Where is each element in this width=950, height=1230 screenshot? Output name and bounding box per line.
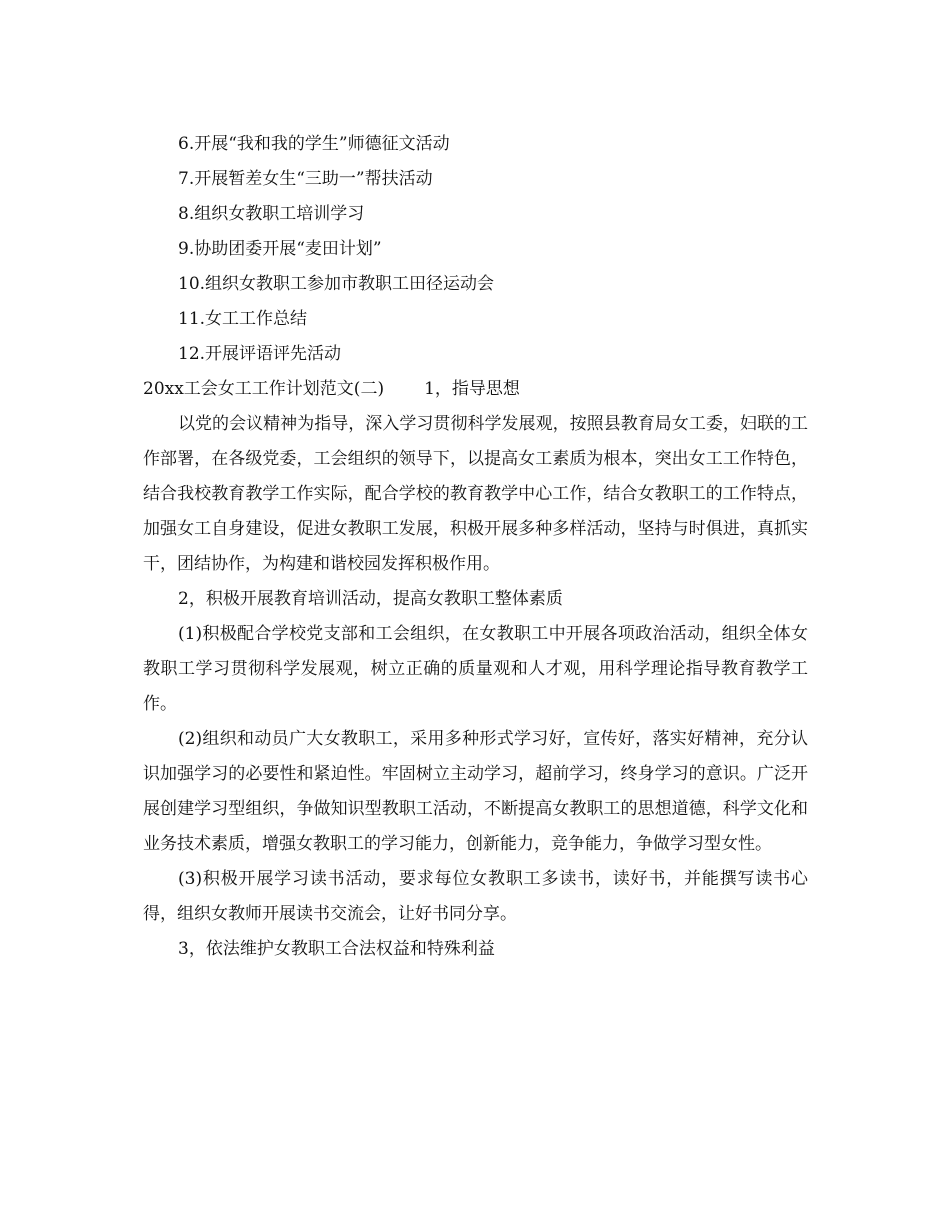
list-item: 7.开展暂差女生“三助一”帮扶活动 [178, 169, 433, 189]
paragraph-guiding-ideology: 以党的会议精神为指导，深入学习贯彻科学发展观，按照县教育局女工委，妇联的工作部署，在各级党委，工会组织的领导下，以提高女工素质为根本，突出女工工作特色，结合我校教育教学工作实际，配合学校的教育教学中心工作，结合女教职工的工作特点，加强女工自身建设，促进女教职工发展，积极开展多种多样活动，坚持与时俱进，真抓实干，团结协作，为构建和谐校园发挥积极作用。 [143, 414, 808, 574]
section-title: 20xx工会女工工作计划范文(二) [143, 379, 385, 399]
document-body [143, 127, 808, 967]
list-item: 8.组织女教职工培训学习 [178, 204, 365, 224]
list-item: 6.开展“我和我的学生”师德征文活动 [178, 134, 450, 154]
list-item: 10.组织女教职工参加市教职工田径运动会 [178, 274, 495, 294]
paragraph-item-3: (3)积极开展学习读书活动，要求每位女教职工多读书，读好书，并能撰写读书心得，组织女教师开展读书交流会，让好书同分享。 [143, 869, 808, 924]
section-subtitle: 1，指导思想 [424, 379, 520, 399]
list-item: 12.开展评语评先活动 [178, 344, 342, 364]
paragraph-section-3-heading: 3，依法维护女教职工合法权益和特殊利益 [178, 939, 495, 959]
list-item: 11.女工工作总结 [178, 309, 308, 329]
section-heading [143, 372, 808, 407]
paragraph-item-2: (2)组织和动员广大女教职工，采用多种形式学习好，宣传好，落实好精神，充分认识加强学习的必要性和紧迫性。牢固树立主动学习，超前学习，终身学习的意识。广泛开展创建学习型组织，争做知识型教职工活动，不断提高女教职工的思想道德，科学文化和业务技术素质，增强女教职工的学习能力，创新能力，竞争能力，争做学习型女性。 [143, 729, 808, 854]
paragraph-section-2-heading: 2，积极开展教育培训活动，提高女教职工整体素质 [178, 589, 563, 609]
list-item: 9.协助团委开展“麦田计划” [178, 239, 382, 259]
paragraph-item-1: (1)积极配合学校党支部和工会组织，在女教职工中开展各项政治活动，组织全体女教职工学习贯彻科学发展观，树立正确的质量观和人才观，用科学理论指导教育教学工作。 [143, 624, 808, 714]
